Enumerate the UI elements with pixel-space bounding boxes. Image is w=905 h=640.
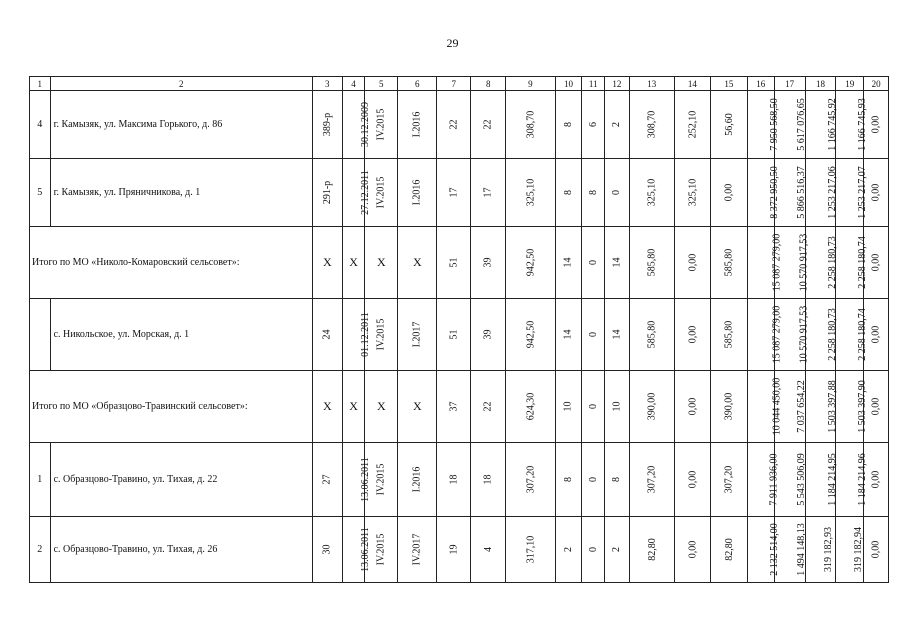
value-text: 2 258 180,74	[857, 236, 869, 289]
value-cell	[312, 159, 342, 227]
value-cell	[342, 91, 371, 159]
housing-program-table	[29, 76, 889, 583]
value-cell	[506, 91, 555, 159]
value-text: 56,60	[723, 113, 735, 136]
column-number-cell: 13	[629, 77, 674, 91]
value-text: 8	[562, 477, 574, 482]
value-cell	[555, 371, 582, 443]
value-text: 18	[482, 474, 494, 485]
value-text: 8	[562, 190, 574, 195]
value-text: 30	[321, 544, 333, 555]
value-text: X	[322, 399, 332, 413]
value-text: 0,00	[686, 253, 698, 272]
value-text: 39	[482, 329, 494, 340]
value-text: X	[349, 255, 358, 269]
value-text: 5 617 076,65	[795, 98, 807, 151]
value-cell	[312, 443, 342, 517]
value-cell	[342, 227, 365, 299]
value-cell	[582, 299, 605, 371]
value-text: 1 503 397,90	[857, 380, 869, 433]
value-text: 51	[448, 329, 460, 340]
value-cell	[437, 443, 471, 517]
value-cell	[437, 91, 471, 159]
value-text: IV.2017	[411, 533, 423, 566]
value-cell	[836, 227, 869, 299]
value-cell	[365, 371, 398, 443]
value-cell	[836, 517, 864, 583]
value-cell	[471, 91, 506, 159]
value-text: IV.2015	[375, 463, 387, 496]
value-text: 1 253 217,07	[857, 166, 869, 219]
column-number-cell: 5	[365, 77, 398, 91]
column-number-cell: 10	[555, 77, 582, 91]
value-cell	[629, 91, 674, 159]
value-text: 1 253 217,06	[826, 166, 838, 219]
value-cell	[674, 371, 710, 443]
value-text: 30.12.2009	[359, 102, 371, 147]
value-text: 307,20	[723, 465, 735, 494]
value-text: 51	[448, 257, 460, 268]
value-cell	[747, 443, 780, 517]
value-cell	[471, 299, 506, 371]
value-cell	[864, 517, 889, 583]
value-cell	[805, 159, 836, 227]
value-text: 319 182,94	[853, 527, 865, 572]
address-cell: с. Никольское, ул. Морская, д. 1	[50, 299, 312, 371]
value-text: 2 258 180,73	[826, 308, 838, 361]
value-text: 0,00	[870, 540, 882, 559]
value-text: 0	[611, 190, 623, 195]
value-cell	[506, 443, 555, 517]
row-number-cell: 5	[30, 159, 51, 227]
value-cell	[312, 517, 342, 583]
column-number-cell: 7	[437, 77, 471, 91]
value-text: 15 087 279,00	[771, 305, 783, 364]
value-text: 14	[562, 257, 574, 268]
value-cell	[710, 299, 747, 371]
value-text: 18	[448, 474, 460, 485]
row-number-cell: 4	[30, 91, 51, 159]
value-cell	[747, 159, 780, 227]
value-cell	[710, 517, 747, 583]
value-cell	[629, 517, 674, 583]
value-text: X	[376, 399, 386, 413]
value-text: 13.06.2011	[359, 457, 371, 502]
value-text: 14	[611, 257, 623, 268]
value-text: 8	[562, 122, 574, 127]
subtotal-label: Итого по МО «Образцово-Травинский сельсовет»:	[30, 371, 313, 443]
value-cell	[604, 227, 629, 299]
value-cell	[437, 299, 471, 371]
value-text: 390,00	[723, 392, 735, 421]
value-cell	[674, 443, 710, 517]
value-cell	[674, 299, 710, 371]
value-text: 1 184 214,96	[857, 453, 869, 506]
value-cell	[747, 371, 783, 443]
value-cell	[342, 159, 371, 227]
value-cell	[398, 517, 437, 583]
value-cell	[365, 227, 398, 299]
value-text: 307,20	[524, 465, 536, 494]
column-number-cell: 2	[50, 77, 312, 91]
column-number-row	[30, 77, 889, 91]
value-text: 390,00	[646, 392, 658, 421]
address-cell: г. Камызяк, ул. Пряничникова, д. 1	[50, 159, 312, 227]
value-cell	[471, 159, 506, 227]
value-text: 325,10	[646, 178, 658, 207]
value-cell	[674, 227, 710, 299]
value-cell	[506, 159, 555, 227]
value-cell	[471, 371, 506, 443]
value-cell	[555, 227, 582, 299]
value-cell	[629, 159, 674, 227]
column-number-cell: 14	[674, 77, 710, 91]
value-text: IV.2015	[375, 318, 387, 351]
value-text: 2 258 180,73	[826, 236, 838, 289]
value-cell	[604, 299, 629, 371]
value-text: 0,00	[723, 183, 735, 202]
value-text: IV.2015	[375, 533, 387, 566]
value-text: 17	[482, 187, 494, 198]
value-cell	[582, 159, 605, 227]
value-cell	[506, 371, 555, 443]
value-cell	[836, 371, 869, 443]
value-cell	[506, 517, 555, 583]
value-text: 7 037 654,22	[795, 380, 807, 433]
value-cell	[471, 517, 506, 583]
column-number-cell: 17	[774, 77, 805, 91]
value-text: 82,80	[646, 538, 658, 561]
value-cell	[805, 371, 836, 443]
value-cell	[398, 227, 437, 299]
value-text: 0,00	[870, 115, 882, 134]
value-text: 0,00	[870, 253, 882, 272]
value-cell	[604, 159, 629, 227]
value-text: 82,80	[723, 538, 735, 561]
column-number-cell: 18	[805, 77, 836, 91]
value-cell	[555, 443, 582, 517]
value-text: 585,80	[646, 320, 658, 349]
value-cell	[342, 299, 371, 371]
value-text: IV.2015	[375, 108, 387, 141]
value-cell	[555, 91, 582, 159]
value-text: 10	[611, 401, 623, 412]
value-text: X	[376, 255, 386, 269]
table-row	[30, 159, 889, 227]
value-cell	[629, 299, 674, 371]
value-text: 15 087 279,00	[771, 233, 783, 292]
value-text: 0,00	[686, 540, 698, 559]
value-text: 319 182,93	[822, 527, 834, 572]
value-cell	[604, 517, 629, 583]
value-cell	[747, 517, 780, 583]
value-cell	[710, 443, 747, 517]
column-number-cell: 6	[398, 77, 437, 91]
value-text: 27	[321, 474, 333, 485]
address-cell: г. Камызяк, ул. Максима Горького, д. 86	[50, 91, 312, 159]
value-text: 1 494 148,13	[795, 523, 807, 576]
value-text: X	[412, 255, 422, 269]
value-text: 325,10	[686, 178, 698, 207]
value-text: 0,00	[686, 397, 698, 416]
column-number-cell: 19	[836, 77, 864, 91]
value-text: 8 372 950,50	[768, 166, 780, 219]
value-text: 2 132 514,00	[768, 523, 780, 576]
value-cell	[398, 159, 437, 227]
value-cell	[582, 517, 605, 583]
value-text: 6	[587, 122, 599, 127]
value-cell	[437, 159, 471, 227]
value-cell	[555, 299, 582, 371]
value-text: 1 503 397,88	[826, 380, 838, 433]
value-cell	[805, 517, 836, 583]
value-text: 19	[448, 544, 460, 555]
value-text: 4	[482, 547, 494, 552]
value-text: 252,10	[686, 110, 698, 139]
value-cell	[836, 299, 869, 371]
value-cell	[805, 299, 836, 371]
value-text: 1 184 214,95	[826, 453, 838, 506]
row-number-cell: 2	[30, 517, 51, 583]
value-text: 22	[448, 119, 460, 130]
value-cell	[398, 443, 437, 517]
address-cell: с. Образцово-Травино, ул. Тихая, д. 22	[50, 443, 312, 517]
value-text: 13.06.2011	[359, 527, 371, 572]
value-text: 01.12.2011	[359, 312, 371, 357]
value-text: 291-р	[321, 180, 333, 205]
value-cell	[342, 443, 371, 517]
value-text: 10 570 917,53	[797, 233, 809, 292]
value-cell	[582, 91, 605, 159]
value-text: 39	[482, 257, 494, 268]
column-number-cell: 16	[747, 77, 774, 91]
page-number: 29	[446, 36, 459, 50]
value-cell	[506, 227, 555, 299]
value-text: 22	[482, 401, 494, 412]
value-text: 942,50	[524, 320, 536, 349]
value-text: 317,10	[524, 535, 536, 564]
value-text: 37	[448, 401, 460, 412]
column-number-cell: 12	[604, 77, 629, 91]
value-cell	[312, 371, 342, 443]
value-cell	[710, 371, 747, 443]
value-cell	[506, 299, 555, 371]
value-text: 24	[321, 329, 333, 340]
table-row	[30, 299, 889, 371]
value-text: 0	[587, 404, 599, 409]
column-number-cell: 4	[342, 77, 365, 91]
value-cell	[312, 299, 342, 371]
value-cell	[836, 443, 869, 517]
value-text: 0	[587, 477, 599, 482]
column-number-cell: 1	[30, 77, 51, 91]
value-cell	[398, 91, 437, 159]
value-cell	[805, 227, 836, 299]
value-text: 14	[562, 329, 574, 340]
value-cell	[312, 227, 342, 299]
value-cell	[629, 371, 674, 443]
value-text: X	[322, 255, 332, 269]
value-cell	[555, 517, 582, 583]
value-text: 389-р	[321, 112, 333, 137]
value-text: 0,00	[870, 470, 882, 489]
value-text: 585,80	[723, 248, 735, 277]
table-row	[30, 517, 889, 583]
value-text: 308,70	[524, 110, 536, 139]
column-number-cell: 20	[864, 77, 889, 91]
table-row	[30, 443, 889, 517]
value-text: 0	[587, 332, 599, 337]
value-cell	[342, 371, 365, 443]
value-text: 5 866 516,37	[795, 166, 807, 219]
value-cell	[629, 227, 674, 299]
value-text: 0	[587, 547, 599, 552]
value-cell	[805, 443, 836, 517]
value-text: 585,80	[646, 248, 658, 277]
value-text: 10 044 450,00	[771, 377, 783, 436]
value-text: 1 166 745,92	[826, 98, 838, 151]
value-text: 1 166 745,93	[857, 98, 869, 151]
value-cell	[437, 517, 471, 583]
value-text: 8	[611, 477, 623, 482]
value-cell	[471, 443, 506, 517]
value-cell	[836, 91, 869, 159]
value-text: 22	[482, 119, 494, 130]
subtotal-row	[30, 227, 889, 299]
value-text: 585,80	[723, 320, 735, 349]
value-cell	[604, 371, 629, 443]
value-text: 27.12.2011	[359, 170, 371, 215]
value-cell	[674, 159, 710, 227]
value-text: 10 570 917,53	[797, 305, 809, 364]
value-cell	[836, 159, 869, 227]
column-number-cell: 9	[506, 77, 555, 91]
value-text: 325,10	[524, 178, 536, 207]
value-text: 17	[448, 187, 460, 198]
row-number-cell: 1	[30, 443, 51, 517]
value-cell	[471, 227, 506, 299]
value-cell	[342, 517, 371, 583]
value-text: I.2017	[411, 321, 423, 348]
value-cell	[629, 443, 674, 517]
value-text: 942,50	[524, 248, 536, 277]
value-text: 5 543 506,09	[795, 453, 807, 506]
value-text: 0,00	[870, 325, 882, 344]
value-cell	[747, 227, 783, 299]
value-cell	[582, 371, 605, 443]
value-cell	[710, 227, 747, 299]
subtotal-row	[30, 371, 889, 443]
value-text: 7 911 936,00	[768, 453, 780, 506]
table-body	[30, 77, 889, 583]
value-text: 307,20	[646, 465, 658, 494]
column-number-cell: 3	[312, 77, 342, 91]
value-text: X	[412, 399, 422, 413]
value-text: 0,00	[870, 183, 882, 202]
column-number-cell: 15	[710, 77, 747, 91]
value-text: 0,00	[686, 325, 698, 344]
value-text: 10	[562, 401, 574, 412]
value-cell	[710, 91, 747, 159]
column-number-cell: 11	[582, 77, 605, 91]
value-text: I.2016	[411, 466, 423, 493]
value-text: 624,30	[524, 392, 536, 421]
value-cell	[312, 91, 342, 159]
value-cell	[555, 159, 582, 227]
value-text: X	[349, 399, 358, 413]
value-text: 0,00	[686, 470, 698, 489]
column-number-cell: 8	[471, 77, 506, 91]
value-text: 308,70	[646, 110, 658, 139]
value-cell	[747, 299, 783, 371]
value-cell	[398, 299, 437, 371]
value-text: 0	[587, 260, 599, 265]
value-text: 2 258 180,74	[857, 308, 869, 361]
value-text: 7 950 568,50	[768, 98, 780, 151]
value-cell	[437, 371, 471, 443]
value-text: 2	[611, 122, 623, 127]
value-text: 0,00	[870, 397, 882, 416]
value-text: 8	[587, 190, 599, 195]
value-cell	[437, 227, 471, 299]
value-cell	[398, 371, 437, 443]
subtotal-label: Итого по МО «Николо-Комаровский сельсовет»:	[30, 227, 313, 299]
value-text: I.2016	[411, 179, 423, 206]
value-cell	[582, 443, 605, 517]
value-cell	[805, 91, 836, 159]
row-number-cell	[30, 299, 51, 371]
value-cell	[604, 91, 629, 159]
value-cell	[604, 443, 629, 517]
value-text: 14	[611, 329, 623, 340]
value-text: IV.2015	[375, 176, 387, 209]
value-cell	[582, 227, 605, 299]
value-text: 2	[562, 547, 574, 552]
value-cell	[674, 91, 710, 159]
value-cell	[747, 91, 780, 159]
value-text: 2	[611, 547, 623, 552]
value-cell	[710, 159, 747, 227]
value-text: I.2016	[411, 111, 423, 138]
address-cell: с. Образцово-Травино, ул. Тихая, д. 26	[50, 517, 312, 583]
value-cell	[674, 517, 710, 583]
table-row	[30, 91, 889, 159]
